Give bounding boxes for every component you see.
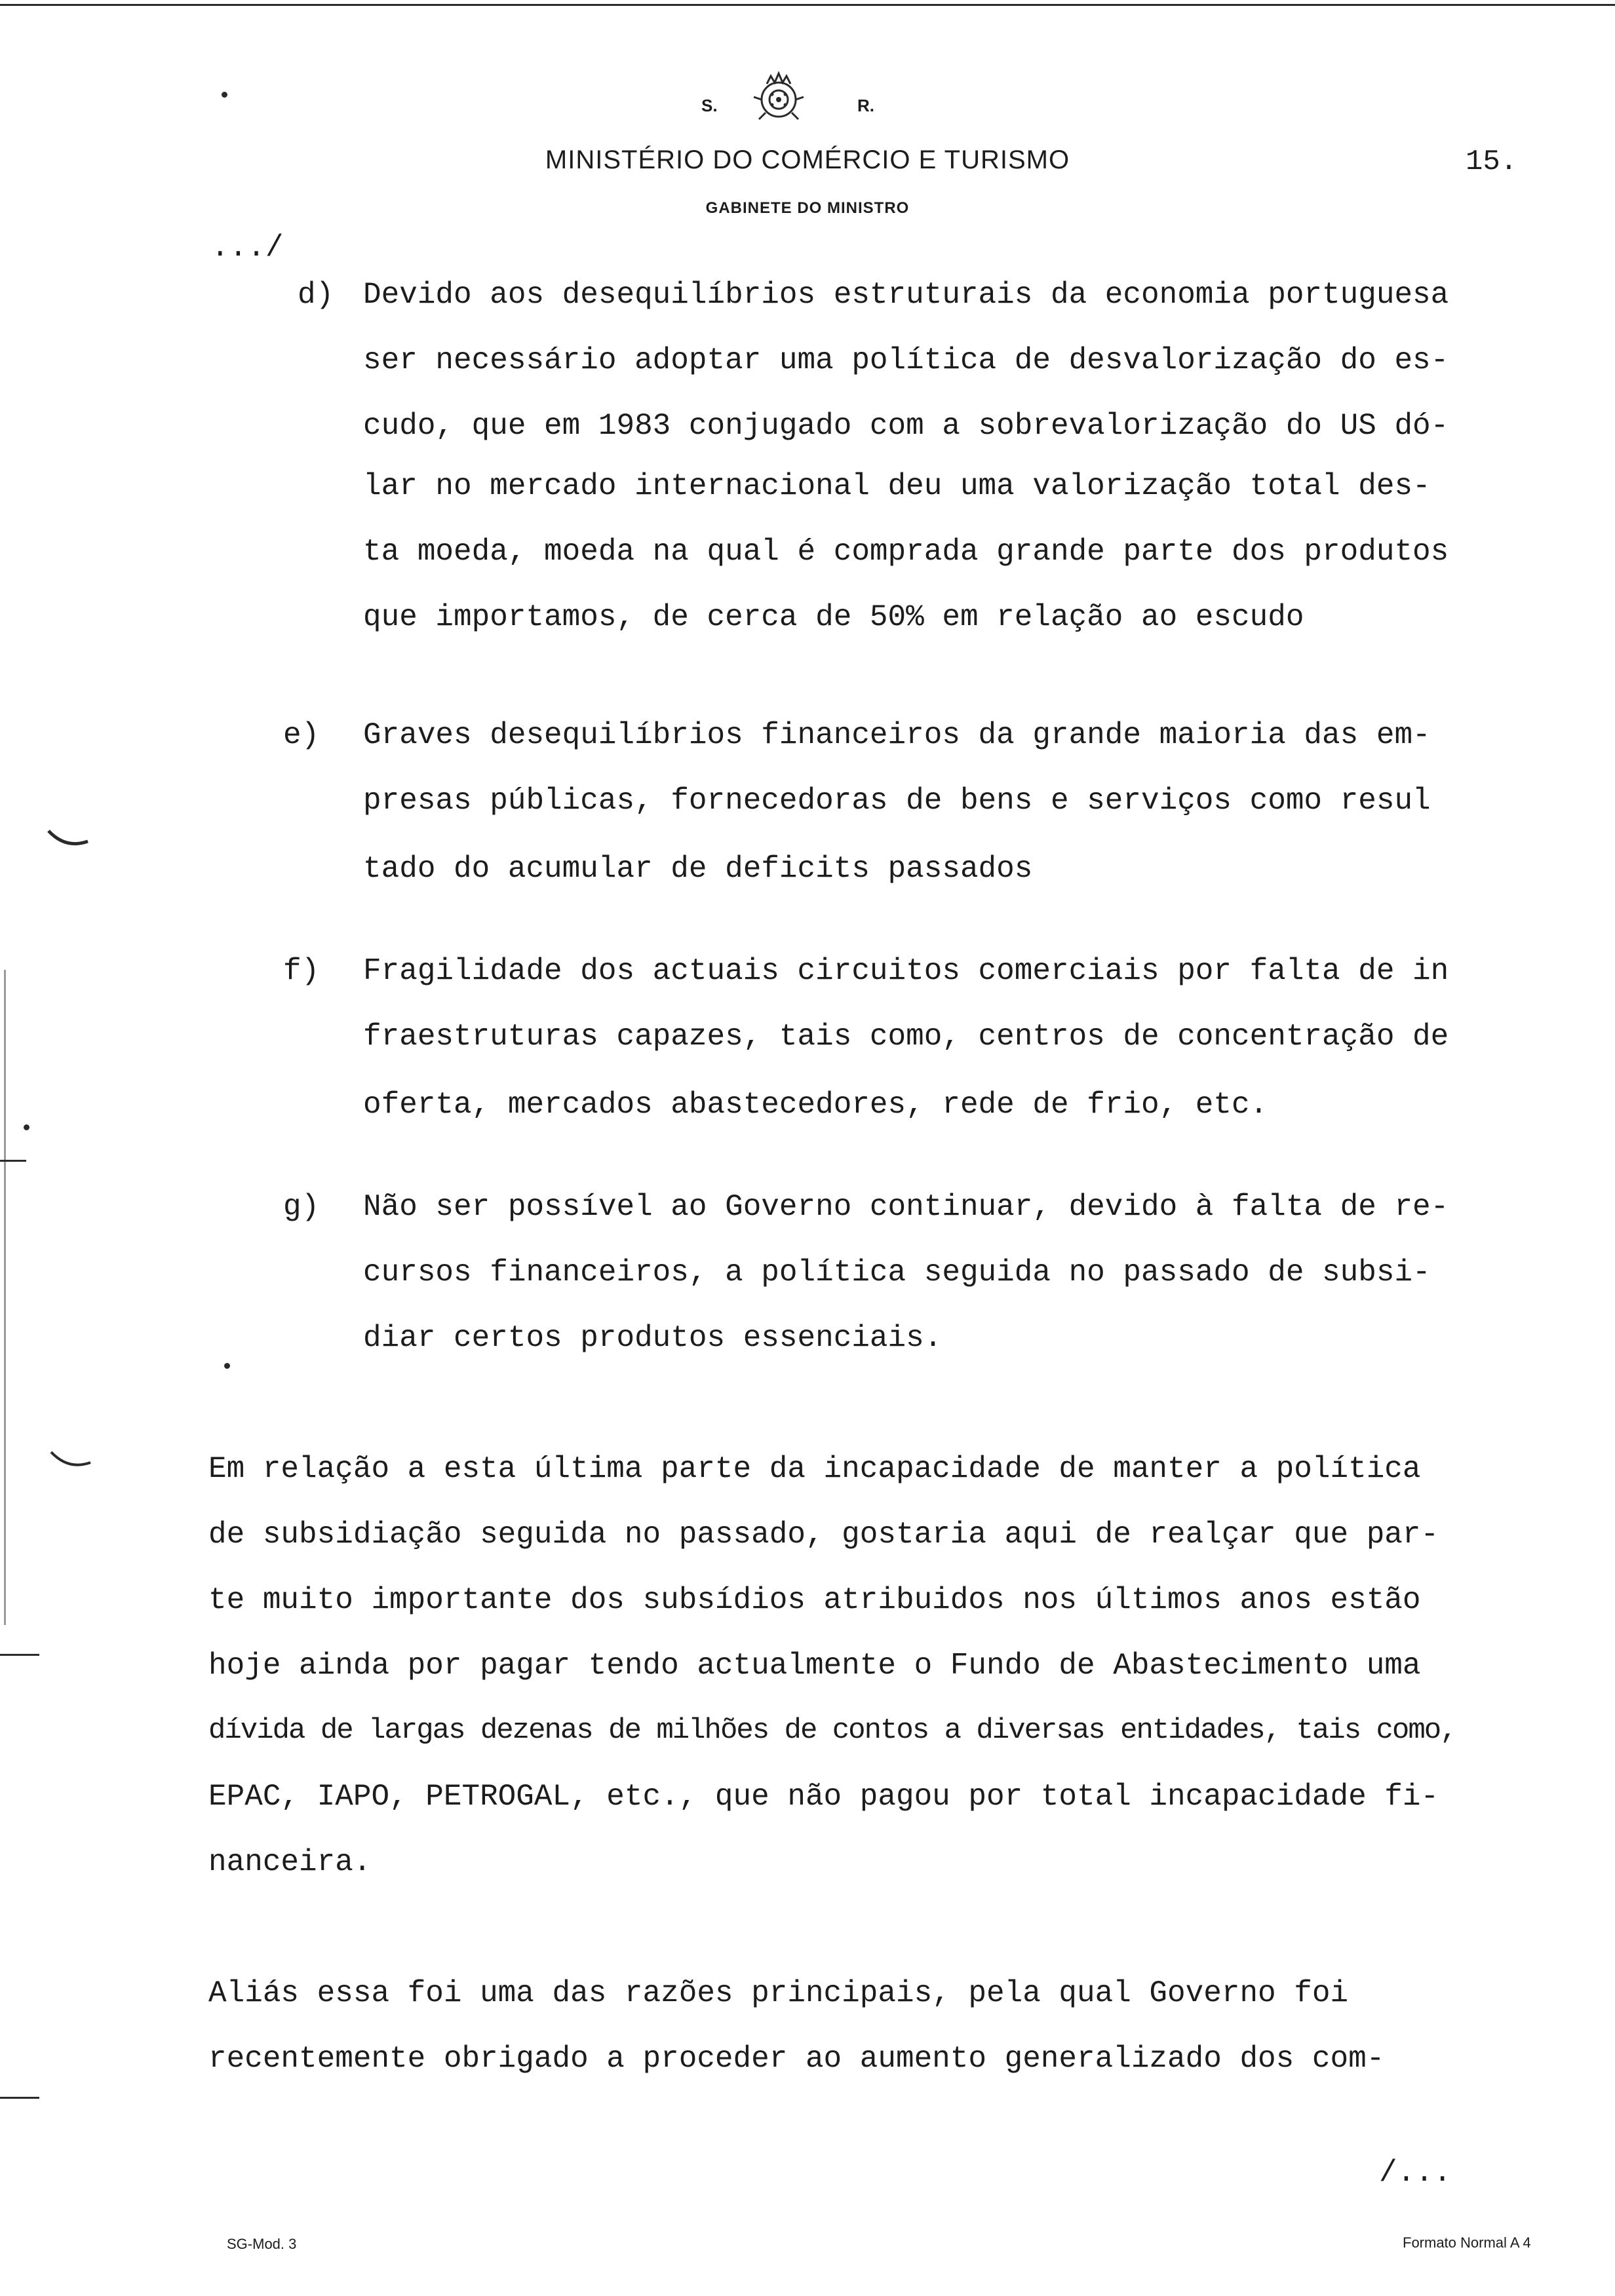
item-line: oferta, mercados abastecedores, rede de frio, etc. (363, 1088, 1268, 1122)
item-line: cursos financeiros, a política seguida no passado de subsi- (363, 1255, 1431, 1290)
paragraph-line: Em relação a esta última parte da incapacidade de manter a política (208, 1452, 1421, 1486)
seal-letter-right: R. (857, 96, 874, 115)
item-line: ser necessário adoptar uma política de desvalorização do es- (363, 343, 1449, 377)
item-line: lar no mercado internacional deu uma valorização total des- (363, 469, 1431, 503)
top-edge-rule (0, 4, 1615, 6)
paragraph-line: dívida de largas dezenas de milhões de contos a diversas entidades, tais como, (208, 1714, 1456, 1747)
paragraph-line: recentemente obrigado a proceder ao aumento generalizado dos com- (208, 2042, 1385, 2076)
paragraph-line: Aliás essa foi uma das razões principais, pela qual Governo foi (208, 1976, 1349, 2010)
item-line: Não ser possível ao Governo continuar, devido à falta de re- (363, 1190, 1449, 1224)
item-line: que importamos, de cerca de 50% em relação ao escudo (363, 600, 1304, 634)
ministry-name: MINISTÉRIO DO COMÉRCIO E TURISMO (545, 145, 1070, 174)
left-edge-shadow (4, 970, 6, 1625)
margin-bracket (46, 827, 92, 853)
page-number: 15. (1466, 145, 1518, 178)
letterhead-seal (682, 66, 878, 131)
item-line: cudo, que em 1983 conjugado com a sobrevalorização do US dó- (363, 409, 1449, 443)
scan-speck (222, 92, 227, 98)
scan-speck (224, 1363, 230, 1369)
item-line: Devido aos desequilíbrios estruturais da economia portuguesa (363, 278, 1449, 312)
item-line: ta moeda, moeda na qual é comprada grande parte dos produtos (363, 535, 1449, 569)
item-label: e) (283, 718, 320, 752)
item-line: fraestruturas capazes, tais como, centros de concentração de (363, 1020, 1449, 1054)
item-line: presas públicas, fornecedoras de bens e serviços como resul (363, 784, 1431, 818)
item-label: f) (283, 954, 320, 988)
margin-mark (0, 1160, 26, 1162)
item-line: Graves desequilíbrios financeiros da grande maioria das em- (363, 718, 1431, 752)
item-line: Fragilidade dos actuais circuitos comerciais por falta de in (363, 954, 1449, 988)
paragraph-line: te muito importante dos subsídios atribuidos nos últimos anos estão (208, 1583, 1421, 1617)
margin-bracket (49, 1448, 94, 1474)
continued-from-marker: .../ (211, 231, 284, 265)
paper-format: Formato Normal A 4 (1403, 2234, 1531, 2251)
seal-letter-left: S. (701, 96, 718, 115)
item-label: g) (283, 1190, 320, 1224)
item-line: diar certos produtos essenciais. (363, 1321, 943, 1355)
paragraph-line: hoje ainda por pagar tendo actualmente o Fundo de Abastecimento uma (208, 1649, 1421, 1683)
item-label: d) (298, 278, 334, 312)
paragraph-line: de subsidiação seguida no passado, gostaria aqui de realçar que par- (208, 1518, 1439, 1552)
paragraph-line: EPAC, IAPO, PETROGAL, etc., que não pagou por total incapacidade fi- (208, 1780, 1439, 1814)
scan-speck (24, 1124, 29, 1130)
paragraph-line: nanceira. (208, 1845, 372, 1879)
form-code: SG-Mod. 3 (227, 2236, 297, 2252)
margin-mark (0, 2097, 39, 2099)
coat-of-arms-icon (747, 71, 810, 123)
item-line: tado do acumular de deficits passados (363, 852, 1033, 886)
margin-mark (0, 1654, 39, 1656)
cabinet-name: GABINETE DO MINISTRO (705, 199, 910, 217)
continued-to-marker: /... (1379, 2156, 1452, 2190)
